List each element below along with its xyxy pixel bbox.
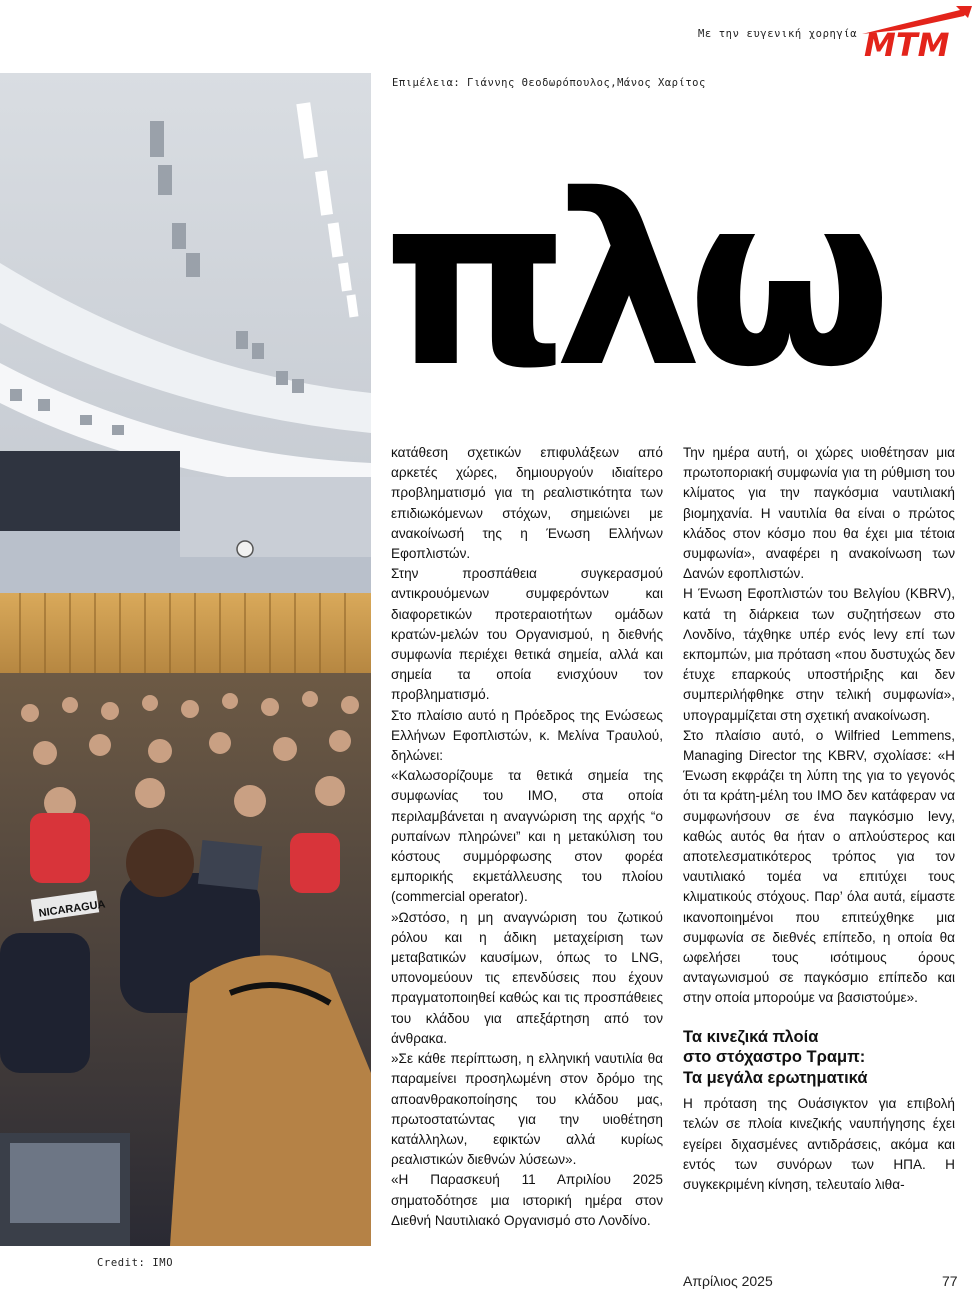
mtm-logo-icon xyxy=(860,4,973,60)
subhead-line: στο στόχαστρο Τραμπ: xyxy=(683,1048,866,1067)
article-column-1 xyxy=(391,443,663,1231)
page-title: πλω xyxy=(383,144,877,419)
paragraph: κατάθεση σχετικών επιφυλάξεων από αρκετές χώρες, δημιουργούν ιδιαίτερο προβληματισμό για τη ρεαλιστικότητα των επιδιωκόμενων στόχων, σημειώνει με ανακοίνωσή της η Ένωση Ελλήνων Εφοπλιστών. xyxy=(391,445,663,562)
mtm-logo xyxy=(860,4,973,60)
conference-hall-image xyxy=(0,73,371,1246)
paragraph: Στο πλαίσιο αυτό η Πρόεδρος της Ενώσεως Ελλήνων Εφοπλιστών, κ. Μελίνα Τραυλού, δηλώνει: xyxy=(391,707,663,764)
paragraph: Την ημέρα αυτή, οι χώρες υιοθέτησαν μια πρωτοποριακή συμφωνία για τη ρύθμιση του κλίματος για την παγκόσμια ναυτιλιακή βιομηχανία. Η ναυτιλία θα είναι ο πρώτος κλάδος στον κόσμο που θα έχει μια τέτοια συμφωνία», αναφέρει η ανακοίνωση των Δανών εφοπλιστών. xyxy=(683,445,955,582)
paragraph: Η Ένωση Εφοπλιστών του Βελγίου (KBRV), κατά τη διάρκεια των συζητήσεων στο Λονδίνο, τάχθηκε υπέρ ενός levy επί των εκπομπών, μια πρόταση «που δυστυχώς δεν έτυχε επαρκούς υποστήριξης και δεν συμπεριλήφθηκε στην τελική συμφωνία», υπογραμμίζεται στη σχετική ανακοίνωση. xyxy=(683,586,955,723)
wall-clock-icon xyxy=(237,541,253,557)
subhead-line: Τα μεγάλα ερωτηματικά xyxy=(683,1068,868,1087)
paragraph: «Καλωσορίζουμε τα θετικά σημεία της συμφωνίας του ΙΜΟ, στα οποία περιλαμβάνεται η αναγνώριση της αρχής “ο ρυπαίνων πληρώνει” και η μετακύλιση του κόστους συμμόρφωσης στον φορέα εμπορικής εκμετάλλευσης του πλοίου (commercial operator). xyxy=(391,768,663,905)
page-number: 77 xyxy=(942,1273,958,1289)
paragraph: «Η Παρασκευή 11 Απριλίου 2025 σηματοδότησε μια ιστορική ημέρα στον Διεθνή Ναυτιλιακό Οργανισμό στο Λονδίνο. xyxy=(391,1172,663,1228)
paragraph: Στην προσπάθεια συγκερασμού αντικρουόμενων συμφερόντων και διαφορετικών προτεραιοτήτων ομάδων κρατών-μελών του Οργανισμού, η διεθνής συμφωνία περιέχει θετικά σημεία, αλλά και σημεία τα οποία ενισχύουν τον προβληματισμό. xyxy=(391,566,663,703)
paragraph: Στο πλαίσιο αυτό, ο Wilfried Lemmens, Managing Director της KBRV, σχολίασε: «Η Ένωση εκφράζει τη λύπη της για το γεγονός ότι τα κράτη-μέλη του ΙΜΟ δεν κατάφεραν να συμφωνήσουν σε ένα παγκόσμιο levy, καθώς αυτός θα ήταν ο απλούστερος και αποτελεσματικότερος τρόπος για τον ναυτιλιακό τομέα να επιτύχει τους κλιματικούς στόχους. Παρ’ όλα αυτά, είμαστε ικανοποιημένοι που επιτεύχθηκε μια συμφωνία σε διεθνές επίπεδο, η οποία θα ωφελήσει τους ισότιμους όρους ανταγωνισμού σε παγκόσμιο επίπεδο και στην οποία μπορούμε να βασιστούμε». xyxy=(683,727,955,1006)
editors-credit: Επιμέλεια: Γιάννης Θεοδωρόπουλος,Μάνος Χαρίτος xyxy=(392,77,706,89)
subhead-line: Τα κινεζικά πλοία xyxy=(683,1027,819,1046)
logo-text: MTM xyxy=(864,26,950,60)
nicaragua-nameplate: NICARAGUA xyxy=(37,898,107,920)
section-subheading xyxy=(683,1027,955,1089)
paragraph: »Ωστόσο, η μη αναγνώριση του ζωτικού ρόλου και η άδικη μεταχείριση των μεταβατικών καυσίμων, όπως το LNG, υπονομεύουν τις επενδύσεις που έχουν πραγματοποιηθεί καθώς και τις προσπάθειες του κλάδου για απεξάρτηση από τον άνθρακα. xyxy=(391,909,663,1046)
paragraph: Η πρόταση της Ουάσιγκτον για επιβολή τελών σε πλοία κινεζικής ναυπήγησης έχει εγείρει διχασμένες αντιδράσεις, ακόμα και εντός των συνόρων των ΗΠΑ. Η συγκεκριμένη κίνηση, τελευταίο λιθα- xyxy=(683,1096,955,1192)
article-column-2 xyxy=(683,443,955,1195)
paragraph: »Σε κάθε περίπτωση, η ελληνική ναυτιλία θα παραμείνει προσηλωμένη στον δρόμο της απoανθρακοποίησης του κλάδου μας, πρωτοστατώντας για την υιοθέτηση κατάλληλων, εφικτών αλλά κυρίως ρεαλιστικών διεθνών λύσεων». xyxy=(391,1051,663,1168)
sponsor-text: Με την ευγενική χορηγία xyxy=(698,28,858,40)
issue-date: Απρίλιος 2025 xyxy=(683,1273,773,1289)
photo-credit: Credit: IMO xyxy=(97,1257,174,1269)
conference-photo xyxy=(0,73,371,1246)
